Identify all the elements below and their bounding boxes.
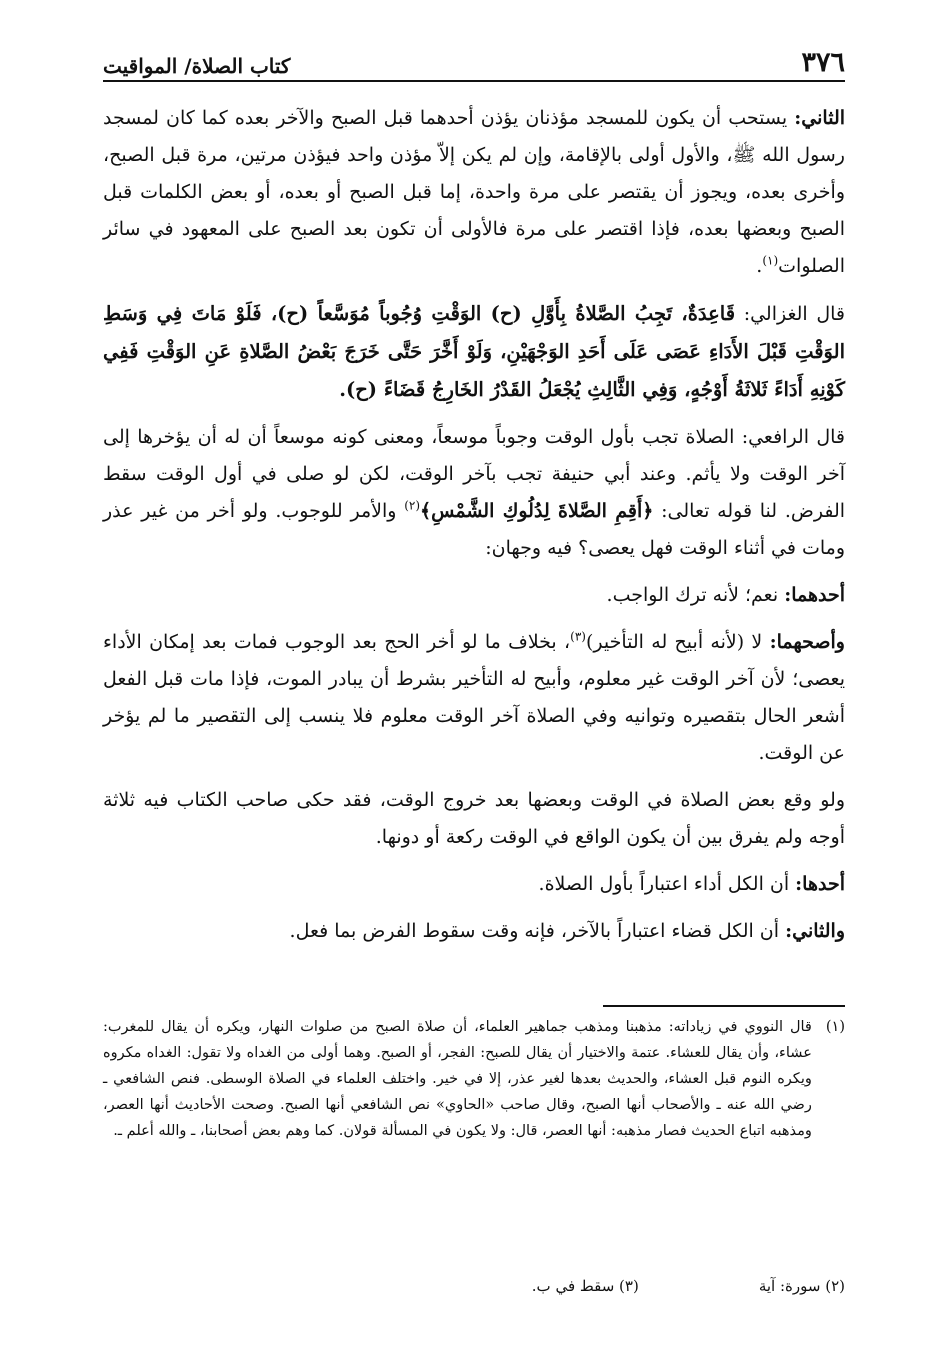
footnote-rule	[603, 1005, 845, 1007]
footnote-ref[interactable]: (٢)	[404, 498, 421, 513]
footnote-3: (٣) سقط في ب.	[531, 1277, 639, 1295]
running-title: كتاب الصلاة/ المواقيت	[103, 54, 291, 78]
paragraph-text: أن الكل قضاء اعتباراً بالآخر، فإنه وقت سقوط الفرض بما فعل.	[289, 920, 780, 942]
paragraph-end: .	[756, 255, 763, 277]
paragraph-8	[103, 913, 845, 950]
paragraph-text: أن الكل أداء اعتباراً بأول الصلاة.	[538, 873, 790, 895]
paragraph-lead: والثاني:	[785, 920, 845, 942]
paragraph-text: لا (لأنه أبيح له التأخير)	[585, 631, 763, 653]
quran-verse: ﴿أَقِمِ الصَّلاةَ لِدُلُوكِ الشَّمْسِ﴾	[420, 500, 654, 522]
footnote-ref[interactable]: (٣)	[570, 629, 586, 644]
paragraph-text: ، بخلاف ما لو أخر الحج بعد الوجوب فمات بعد إمكان الأداء يعصى؛ لأن آخر الوقت غير معلوم، وأبيح له التأخير بشرط أن يبادر الموت، فإذا مات قبل الفعل أشعر الحال بتقصيره وتوانيه وفي الصلاة آخر الوقت معلوم فلا ينسب إلى التقصير ما لم يؤخر عن الوقت.	[103, 631, 845, 764]
quoted-text: قَاعِدَةٌ، تَجِبُ الصَّلاةُ بِأَوَّلِ (ح) الوَقْتِ وُجُوباً مُوَسَّعاً (ح)، فَلَوْ مَاتَ فِي وَسَطِ الوَقْتِ قَبْلَ الأَدَاءِ عَصَى عَلَى أَحَدِ الوَجْهَيْنِ، وَلَوْ أَخَّرَ حَتَّى خَرَجَ بَعْضُ الصَّلاةِ عَنِ الوَقْتِ فَفِي كَوْنِهِ أَدَاءً ثَلاثَةُ أَوْجُهٍ، وَفِي الثَّالِثِ يُجْعَلُ القَدْرُ الخَارِجُ قَضَاءً (ح).	[103, 302, 845, 401]
footnote-ref[interactable]: (١)	[762, 253, 779, 268]
paragraph-lead: أحدها:	[795, 873, 845, 895]
paragraph-lead: وأصحهما:	[769, 631, 845, 653]
paragraph-2	[103, 295, 845, 409]
paragraph-text: يستحب أن يكون للمسجد مؤذنان يؤذن أحدهما قبل الصبح والآخر بعده كما كان لمسجد رسول الله ﷺ، والأول أولى بالإقامة، وإن لم يكن إلاّ مؤذن واحد فيؤذن مرتين، مرة قبل الصبح، وأخرى بعده، ويجوز أن يقتصر على مرة واحدة، إما قبل الصبح أو بعده، أو بعض الكلمات قبل الصبح وبعضها بعده، فإذا اقتصر على مرة فالأولى أن تكون بعد الصبح على المعهود في سائر الصلوات	[103, 107, 846, 277]
footnote-1	[103, 1014, 845, 1144]
paragraph-7	[103, 866, 845, 903]
page-header	[103, 38, 845, 78]
paragraph-1	[103, 100, 845, 285]
paragraph-intro: قال الغزالي:	[743, 303, 845, 325]
paragraph-text: ولو وقع بعض الصلاة في الوقت وبعضها بعد خروج الوقت، فقد حكى صاحب الكتاب فيه ثلاثة أوجه ولم يفرق بين أن يكون الواقع في الوقت ركعة أو دونها.	[103, 789, 845, 848]
paragraph-3	[103, 419, 845, 567]
paragraph-6	[103, 782, 845, 856]
paragraph-text: نعم؛ لأنه ترك الواجب.	[606, 584, 779, 606]
paragraph-lead: الثاني:	[794, 107, 846, 129]
paragraph-text: والأمر للوجوب. ولو أخر من غير عذر ومات في أثناء الوقت فهل يعصى؟ فيه وجهان:	[103, 500, 845, 559]
header-rule	[103, 80, 845, 82]
page-number: ٣٧٦	[801, 47, 845, 78]
paragraph-lead: أحدهما:	[784, 584, 845, 606]
footnotes	[103, 1014, 845, 1144]
footnote-number: (١)	[825, 1019, 845, 1035]
paragraph-5	[103, 624, 845, 772]
paragraph-4	[103, 577, 845, 614]
paragraph-text: قال الرافعي: الصلاة تجب بأول الوقت وجوباً موسعاً، ومعنى كونه موسعاً أن له أن يؤخرها إلى آخر الوقت ولا يأثم. وعند أبي حنيفة تجب بآخر الوقت، لكن لو صلى في أول الوقت سقط الفرض. لنا قوله تعالى:	[103, 426, 846, 522]
footnote-text: قال النووي في زياداته: مذهبنا ومذهب جماهير العلماء، أن صلاة الصبح من صلوات النهار، ويكره أن يقال للمغرب: عشاء، وأن يقال للعشاء. عتمة والاختيار أن يقال للصبح: الفجر، أو الصبح. وهما أولى من الغداه ولا تقول: الغداه مكروه ويكره النوم قبل العشاء، والحديث بعدها لغير عذر، إلا في خير. واختلف العلماء في الصلاة الوسطى. فنص الشافعي ـ رضي الله عنه ـ والأصحاب أنها الصبح، وقال صاحب «الحاوي» نص الشافعي أنها الصبح. وصحت الأحاديث أنها العصر، ومذهبه اتباع الحديث فصار مذهبه: أنها العصر، قال: ولا يكون في المسألة قولان. كما وهم بعض أصحابنا، ـ والله أعلم ـ.	[103, 1019, 812, 1139]
main-text	[103, 100, 845, 960]
footnotes-short	[532, 1277, 845, 1295]
footnote-2: (٢) سورة: آية	[758, 1277, 845, 1295]
